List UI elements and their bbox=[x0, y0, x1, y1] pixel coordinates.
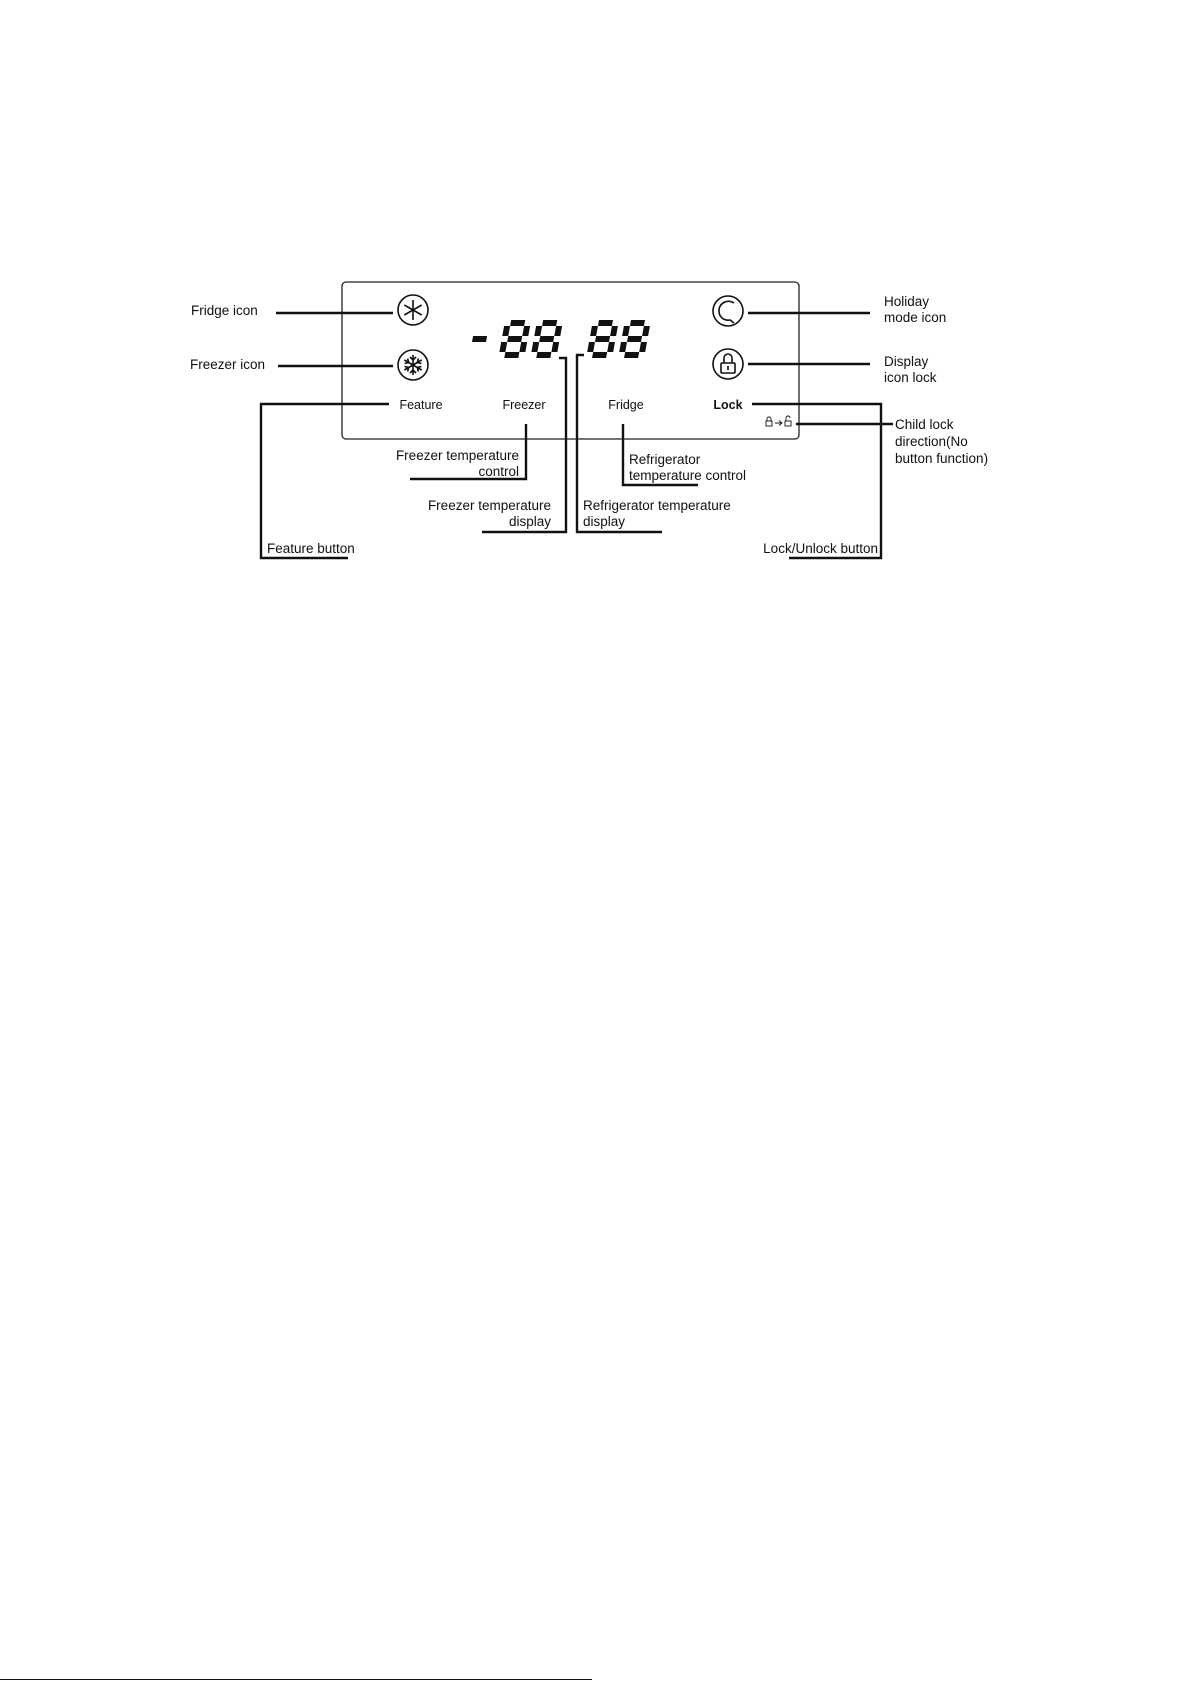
holiday-label-line1: Holiday bbox=[884, 294, 930, 309]
freezer-icon[interactable] bbox=[398, 350, 428, 380]
segment-c bbox=[639, 342, 647, 352]
segment-g bbox=[507, 336, 522, 342]
fridge-icon-label: Fridge icon bbox=[191, 303, 258, 318]
digit bbox=[498, 320, 531, 358]
freezer-icon-label: Freezer icon bbox=[190, 357, 266, 372]
fridge-button[interactable]: Fridge bbox=[608, 398, 644, 412]
segment-d bbox=[624, 352, 639, 358]
segment-f bbox=[622, 326, 630, 336]
refrigerator-temperature-display bbox=[586, 320, 651, 358]
holiday-mode-icon bbox=[713, 296, 743, 326]
refrigerator-display-label-line1: Refrigerator temperature bbox=[583, 498, 731, 513]
child-lock-label-line1: Child lock bbox=[895, 417, 954, 432]
segment-c bbox=[551, 342, 559, 352]
segment-a bbox=[630, 320, 645, 326]
holiday-label-line2: mode icon bbox=[884, 310, 947, 325]
segment-d bbox=[536, 352, 551, 358]
segment-a bbox=[598, 320, 613, 326]
freezer-display-label-line1: Freezer temperature bbox=[427, 498, 551, 513]
segment-f bbox=[534, 326, 542, 336]
digit bbox=[530, 320, 563, 358]
freezer-button[interactable]: Freezer bbox=[502, 398, 546, 412]
segment-e bbox=[531, 342, 539, 352]
segment-b bbox=[554, 326, 562, 336]
segment-b bbox=[522, 326, 530, 336]
feature-button-leader bbox=[261, 404, 389, 558]
minus-segment bbox=[472, 336, 487, 342]
segment-e bbox=[587, 342, 595, 352]
freezer-display-label-line2: display bbox=[508, 514, 551, 529]
display-lock-label-line1: Display bbox=[884, 354, 929, 369]
segment-g bbox=[472, 336, 487, 342]
feature-button[interactable]: Feature bbox=[399, 398, 443, 412]
segment-c bbox=[607, 342, 615, 352]
refrigerator-control-label-line2: temperature control bbox=[629, 468, 747, 483]
lock-unlock-button-label: Lock/Unlock button bbox=[763, 541, 878, 556]
refrigerator-display-label-line2: display bbox=[583, 514, 626, 529]
freezer-control-label-line2: control bbox=[478, 464, 519, 479]
lock-button[interactable]: Lock bbox=[713, 398, 743, 412]
control-panel-frame bbox=[342, 282, 799, 439]
display-lock-label-line2: icon lock bbox=[884, 370, 937, 385]
segment-g bbox=[627, 336, 642, 342]
segment-a bbox=[510, 320, 525, 326]
segment-f bbox=[590, 326, 598, 336]
segment-e bbox=[619, 342, 627, 352]
segment-f bbox=[502, 326, 510, 336]
segment-b bbox=[610, 326, 618, 336]
child-lock-label-line2: direction(No bbox=[895, 434, 968, 449]
display-lock-icon bbox=[713, 349, 743, 379]
segment-a bbox=[542, 320, 557, 326]
child-lock-label-line3: button function) bbox=[895, 451, 989, 466]
segment-e bbox=[499, 342, 507, 352]
segment-b bbox=[642, 326, 650, 336]
freezer-control-label-line1: Freezer temperature bbox=[395, 448, 519, 463]
segment-d bbox=[592, 352, 607, 358]
footnote-rule bbox=[0, 1679, 592, 1680]
segment-g bbox=[595, 336, 610, 342]
segment-c bbox=[519, 342, 527, 352]
refrigerator-control-label-line1: Refrigerator bbox=[629, 452, 701, 467]
feature-button-label: Feature button bbox=[267, 541, 355, 556]
digit bbox=[586, 320, 619, 358]
segment-d bbox=[504, 352, 519, 358]
child-lock-direction-icon bbox=[766, 416, 791, 426]
freezer-temperature-display bbox=[472, 320, 563, 358]
digit bbox=[618, 320, 651, 358]
lock-unlock-leader bbox=[752, 404, 881, 558]
fridge-icon[interactable] bbox=[398, 295, 428, 325]
segment-g bbox=[539, 336, 554, 342]
leader-lines bbox=[261, 313, 893, 558]
